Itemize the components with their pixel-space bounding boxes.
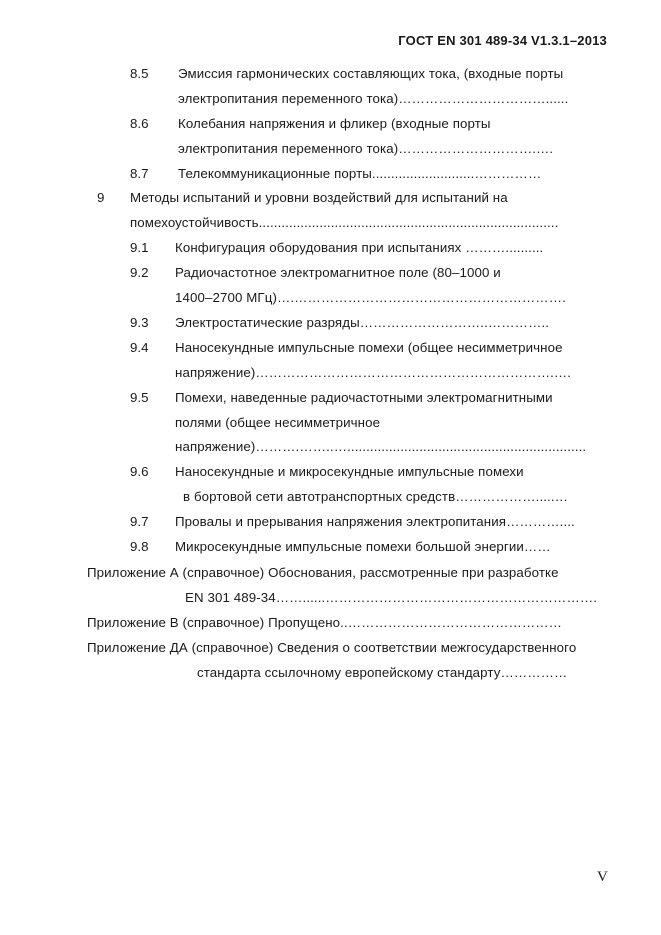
toc-number-9-1: 9.1	[130, 240, 149, 255]
toc-entry-9-5-line-1: Помехи, наведенные радиочастотными электромагнитными	[175, 390, 553, 405]
toc-entry-8-5-line-1: Эмиссия гармонических составляющих тока, (входные порты	[178, 66, 564, 81]
toc-entry-9-6-line-2: в бортовой сети автотранспортных средств……………….....…	[183, 489, 569, 504]
toc-entry-9-3: Электростатические разряды………………………..…………..	[175, 315, 550, 330]
toc-number-8-5: 8.5	[130, 66, 149, 81]
toc-entry-8-6-line-2: электропитания переменного тока)………………………….….	[178, 141, 554, 156]
toc-number-9-4: 9.4	[130, 340, 149, 355]
toc-entry-9-6-line-1: Наносекундные и микросекундные импульсные помехи	[175, 464, 524, 479]
page-number: V	[597, 869, 608, 885]
toc-entry-9-5-line-3: напряжение)……….……..…...............................................................	[175, 439, 587, 454]
toc-entry-9-7: Провалы и прерывания напряжения электропитания…………....	[175, 514, 575, 529]
toc-number-9-6: 9.6	[130, 464, 149, 479]
toc-number-9-3: 9.3	[130, 315, 149, 330]
toc-entry-9-line-1: Методы испытаний и уровни воздействий для испытаний на	[130, 190, 508, 205]
toc-entry-9-2-line-1: Радиочастотное электромагнитное поле (80–1000 и	[175, 265, 501, 280]
toc-entry-9-2-line-2: 1400–2700 МГц)….…………………………………………………….	[175, 290, 566, 305]
toc-number-9-5: 9.5	[130, 390, 149, 405]
toc-entry-9-4-line-1: Наносекундные импульсные помехи (общее несимметричное	[175, 340, 563, 355]
toc-entry-9-5-line-2: полями (общее несимметричное	[175, 415, 381, 430]
toc-number-9: 9	[97, 190, 105, 205]
toc-entry-8-6-line-1: Колебания напряжения и фликер (входные порты	[178, 116, 491, 131]
toc-appendix-a-line-2: EN 301 489-34……......…………………………………………………….	[185, 590, 598, 605]
toc-number-9-8: 9.8	[130, 539, 149, 554]
toc-appendix-a-line-1: Приложение А (справочное) Обоснования, рассмотренные при разработке	[87, 565, 559, 580]
toc-entry-9-line-2: помехоустойчивость...............................................................................	[130, 215, 559, 230]
toc-number-9-2: 9.2	[130, 265, 149, 280]
toc-appendix-b: Приложение В (справочное) Пропущено..…………………………………………	[87, 615, 563, 630]
toc-appendix-da-line-2: стандарта ссылочному европейскому стандарту……………	[197, 665, 568, 680]
toc-number-9-7: 9.7	[130, 514, 149, 529]
toc-number-8-7: 8.7	[130, 166, 149, 181]
toc-entry-9-4-line-2: напряжение)………………………………………………………….….	[175, 365, 572, 380]
toc-entry-8-5-line-2: электропитания переменного тока)……………………………......	[178, 91, 569, 106]
toc-appendix-da-line-1: Приложение ДА (справочное) Сведения о соответствии межгосударственного	[87, 640, 577, 655]
document-header: ГОСТ EN 301 489-34 V1.3.1–2013	[398, 33, 607, 48]
toc-entry-9-8: Микросекундные импульсные помехи большой энергии……	[175, 539, 551, 554]
toc-number-8-6: 8.6	[130, 116, 149, 131]
toc-entry-9-1: Конфигурация оборудования при испытаниях ………..........	[175, 240, 544, 255]
toc-entry-8-7: Телекоммуникационные порты...........................……………	[178, 166, 542, 181]
